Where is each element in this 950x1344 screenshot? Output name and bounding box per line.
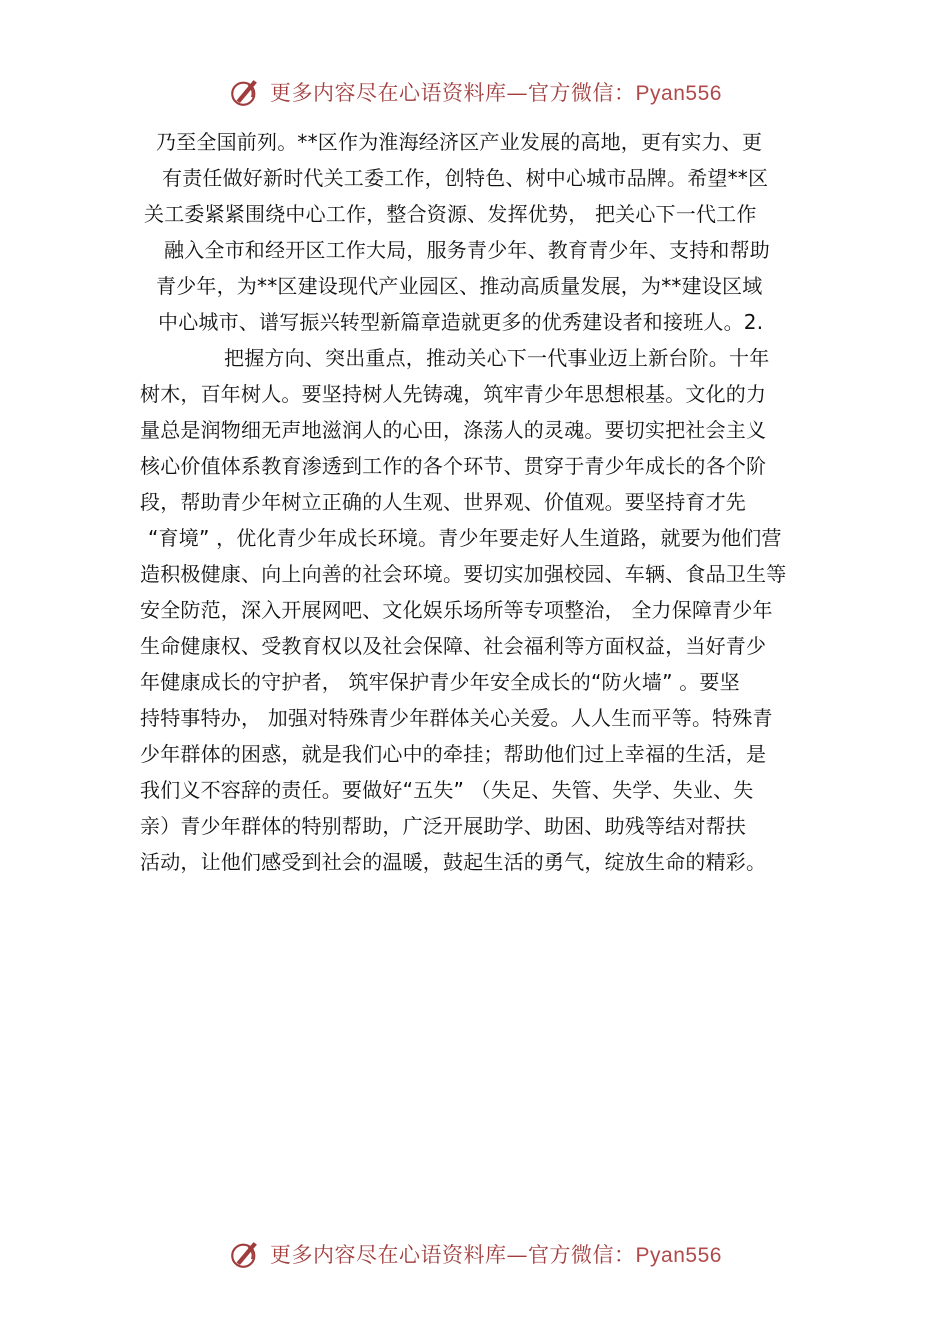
header-banner <box>0 70 950 114</box>
body-line: 年健康成长的守护者， 筑牢保护青少年安全成长的“防火墙” 。要坚 <box>140 670 740 694</box>
body-line: 少年群体的困惑，就是我们心中的牵挂；帮助他们过上幸福的生活，是 <box>140 742 767 766</box>
body-line: 安全防范，深入开展网吧、文化娱乐场所等专项整治， 全力保障青少年 <box>140 598 773 622</box>
body-line: 我们义不容辞的责任。要做好“五失” （失足、失管、失学、失业、失 <box>140 778 754 802</box>
footer-banner <box>0 1232 950 1276</box>
body-line: 中心城市、谱写振兴转型新篇章造就更多的优秀建设者和接班人。2. <box>158 310 764 334</box>
body-line: 亲）青少年群体的特别帮助，广泛开展助学、助困、助残等结对帮扶 <box>140 814 746 838</box>
body-line: 融入全市和经开区工作大局，服务青少年、教育青少年、支持和帮助 <box>164 238 770 262</box>
header-wechat-id: Pyan556 <box>635 82 722 105</box>
document-body <box>140 124 830 880</box>
body-line: 生命健康权、受教育权以及社会保障、社会福利等方面权益，当好青少 <box>140 634 767 658</box>
body-line: 树木，百年树人。要坚持树人先铸魂，筑牢青少年思想根基。文化的力 <box>140 382 767 406</box>
body-line: 造积极健康、向上向善的社会环境。要切实加强校园、车辆、食品卫生等 <box>140 562 787 586</box>
footer-banner-label: 更多内容尽在心语资料库—官方微信： <box>270 1243 636 1267</box>
body-line: 段，帮助青少年树立正确的人生观、世界观、价值观。要坚持育才先 <box>140 490 746 514</box>
body-line: 持特事特办， 加强对特殊青少年群体关心关爱。人人生而平等。特殊青 <box>140 706 773 730</box>
pen-logo-icon <box>228 1237 262 1271</box>
body-line: 把握方向、突出重点，推动关心下一代事业迈上新台阶。十年 <box>224 346 770 370</box>
body-line: 活动，让他们感受到社会的温暖，鼓起生活的勇气，绽放生命的精彩。 <box>140 850 767 874</box>
body-line: 核心价值体系教育渗透到工作的各个环节、贯穿于青少年成长的各个阶 <box>140 454 767 478</box>
pen-logo-icon <box>228 75 262 109</box>
body-line: 有责任做好新时代关工委工作，创特色、树中心城市品牌。希望**区 <box>162 166 769 190</box>
header-banner-label: 更多内容尽在心语资料库—官方微信： <box>270 81 636 105</box>
body-line: 青少年，为**区建设现代产业园区、推动高质量发展，为**建设区域 <box>156 274 763 298</box>
header-banner-text <box>270 77 722 107</box>
footer-wechat-id: Pyan556 <box>635 1244 722 1267</box>
footer-banner-text <box>270 1239 722 1269</box>
body-line: 量总是润物细无声地滋润人的心田，涤荡人的灵魂。要切实把社会主义 <box>140 418 767 442</box>
body-line: “育境” ，优化青少年成长环境。青少年要走好人生道路，就要为他们营 <box>148 526 782 550</box>
body-line: 关工委紧紧围绕中心工作，整合资源、发挥优势， 把关心下一代工作 <box>144 202 757 226</box>
body-line: 乃至全国前列。**区作为淮海经济区产业发展的高地，更有实力、更 <box>156 130 763 154</box>
